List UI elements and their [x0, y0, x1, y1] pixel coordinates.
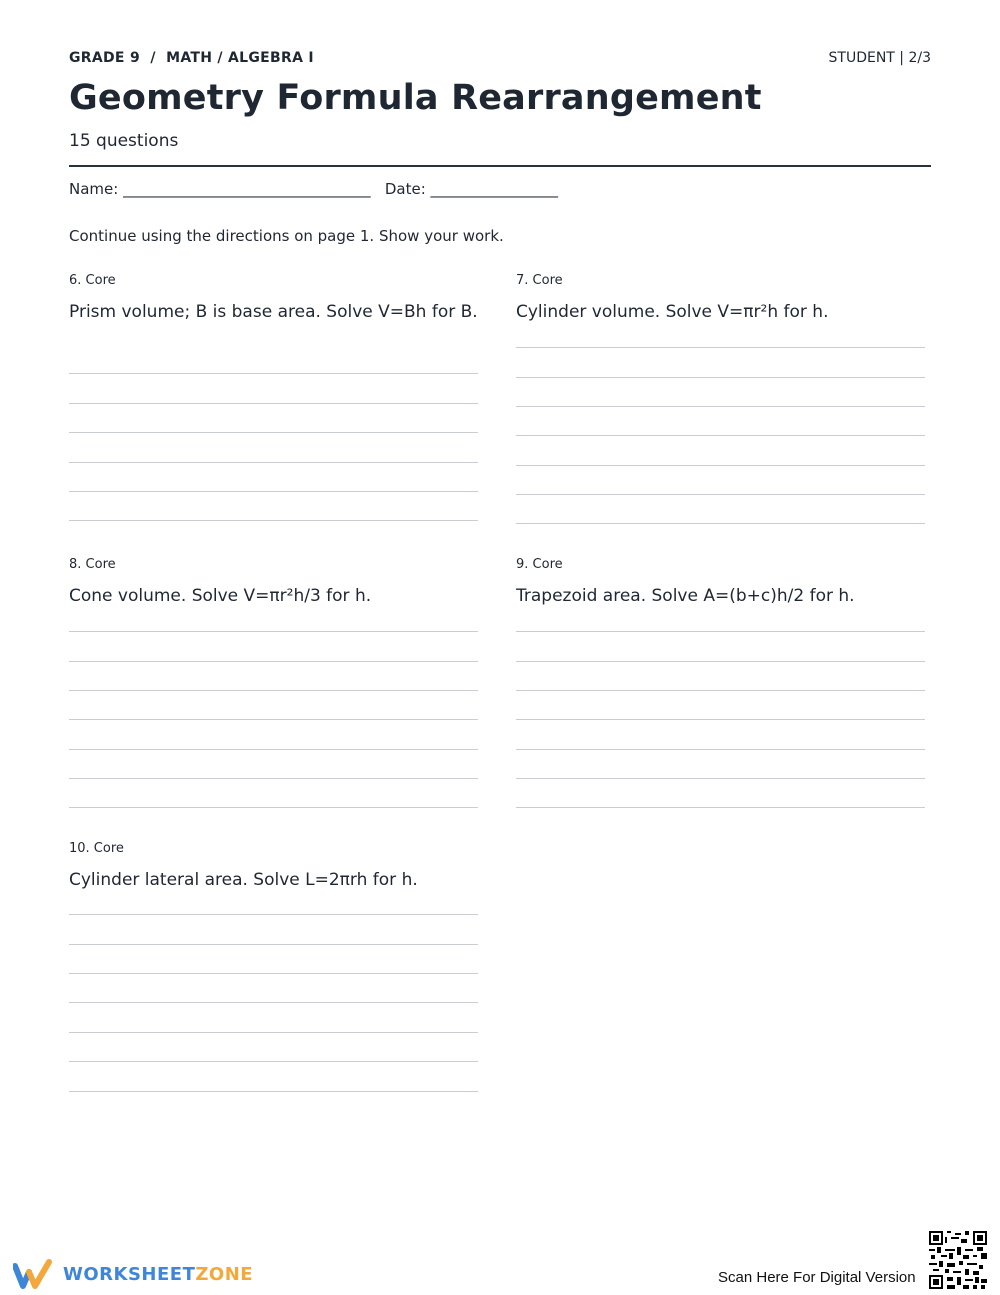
answer-line [516, 661, 925, 662]
question-7 [516, 273, 925, 325]
answer-line [69, 749, 478, 750]
directions-text: Continue using the directions on page 1. Show your work. [69, 227, 504, 245]
page-title: Geometry Formula Rearrangement [69, 78, 762, 118]
question-label: 10. Core [69, 841, 124, 856]
answer-line [69, 520, 478, 521]
question-label: 9. Core [516, 557, 563, 572]
answer-line [516, 435, 925, 436]
answer-line [69, 1032, 478, 1033]
answer-line [516, 377, 925, 378]
question-10 [69, 841, 478, 893]
answer-line [69, 462, 478, 463]
answer-line [69, 432, 478, 433]
answer-line [516, 347, 925, 348]
question-prompt: Cone volume. Solve V=πr²h/3 for h. [69, 586, 372, 606]
answer-line [69, 719, 478, 720]
answer-line [516, 465, 925, 466]
question-8 [69, 557, 478, 609]
question-6 [69, 273, 478, 325]
question-prompt: Cylinder lateral area. Solve L=2πrh for h. [69, 870, 418, 890]
logo-text [63, 1264, 253, 1285]
answer-line [69, 807, 478, 808]
answer-line [69, 1061, 478, 1062]
question-count: 15 questions [69, 131, 179, 151]
question-label: 8. Core [69, 557, 116, 572]
logo-text-accent: ZONE [195, 1264, 254, 1285]
question-prompt: Trapezoid area. Solve A=(b+c)h/2 for h. [516, 586, 855, 606]
answer-line [69, 403, 478, 404]
qr-code-icon[interactable] [929, 1231, 987, 1289]
page-header [69, 50, 931, 70]
answer-line [516, 690, 925, 691]
breadcrumb: GRADE 9 / MATH / ALGEBRA I [69, 50, 314, 66]
answer-line [516, 406, 925, 407]
answer-line [69, 631, 478, 632]
logo-text-primary: WORKSHEET [63, 1264, 196, 1285]
answer-line [69, 661, 478, 662]
answer-line [69, 1002, 478, 1003]
answer-line [69, 914, 478, 915]
question-label: 7. Core [516, 273, 563, 288]
name-date-field: Name: _________________________________ Date: _________________ [69, 180, 559, 198]
answer-line [516, 523, 925, 524]
answer-line [69, 690, 478, 691]
answer-line [516, 807, 925, 808]
answer-line [69, 944, 478, 945]
answer-line [69, 1091, 478, 1092]
scan-caption: Scan Here For Digital Version [718, 1269, 916, 1286]
answer-line [69, 973, 478, 974]
question-prompt: Prism volume; B is base area. Solve V=Bh for B. [69, 302, 478, 322]
answer-line [516, 778, 925, 779]
answer-line [516, 494, 925, 495]
answer-line [516, 719, 925, 720]
logo-mark-icon [13, 1258, 55, 1290]
question-9 [516, 557, 925, 609]
page-indicator: STUDENT | 2/3 [828, 50, 931, 66]
question-label: 6. Core [69, 273, 116, 288]
question-prompt: Cylinder volume. Solve V=πr²h for h. [516, 302, 829, 322]
header-divider [69, 165, 931, 167]
worksheetzone-logo[interactable] [13, 1258, 254, 1290]
answer-line [69, 778, 478, 779]
answer-line [516, 631, 925, 632]
answer-line [516, 749, 925, 750]
answer-line [69, 373, 478, 374]
answer-line [69, 491, 478, 492]
